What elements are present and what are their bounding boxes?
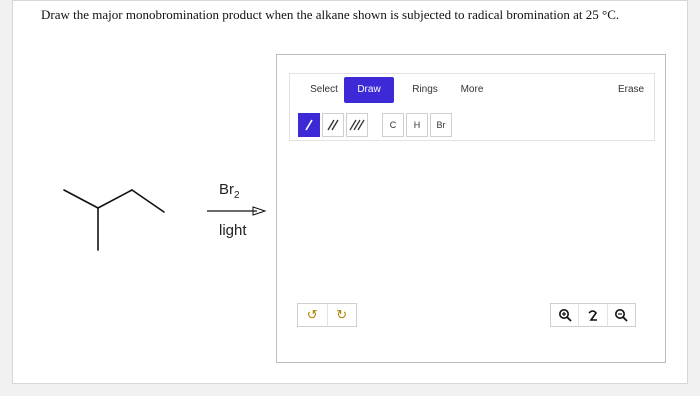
zoom-in-button[interactable] xyxy=(551,304,578,326)
reset-view-button[interactable] xyxy=(578,304,606,326)
atom-br-button[interactable]: Br xyxy=(430,113,452,137)
undo-button[interactable] xyxy=(298,304,327,326)
triple-bond-icon xyxy=(347,114,367,136)
undo-redo-group xyxy=(297,303,357,327)
tab-draw[interactable]: Draw xyxy=(344,77,394,103)
single-bond-button[interactable] xyxy=(298,113,320,137)
condition-label: light xyxy=(219,222,247,239)
reagent-subscript: 2 xyxy=(234,190,240,201)
atom-c-button[interactable]: C xyxy=(382,113,404,137)
zoom-out-button[interactable] xyxy=(607,304,635,326)
tab-erase[interactable]: Erase xyxy=(617,84,645,95)
zoom-out-icon xyxy=(614,308,628,322)
reset-icon xyxy=(586,308,600,322)
tab-rings[interactable]: Rings xyxy=(412,84,438,95)
redo-button[interactable] xyxy=(327,304,357,326)
bond-3 xyxy=(132,190,164,212)
reagent-main: Br xyxy=(219,181,234,198)
reagent-label xyxy=(219,181,240,201)
question-text: Draw the major monobromination product when the alkane shown is subjected to radical bromination at 25 °C. xyxy=(41,7,620,22)
alkane-structure xyxy=(60,180,280,290)
single-bond-icon xyxy=(299,114,319,136)
editor-toolbar xyxy=(289,73,655,141)
bond-1 xyxy=(64,190,98,208)
tab-select[interactable]: Select xyxy=(310,84,338,95)
zoom-in-icon xyxy=(558,308,572,322)
undo-icon: ↺ xyxy=(306,307,318,322)
tab-more[interactable]: More xyxy=(460,84,484,95)
atom-h-button[interactable]: H xyxy=(406,113,428,137)
double-bond-icon xyxy=(323,114,343,136)
zoom-group xyxy=(550,303,636,327)
bond-2 xyxy=(98,190,132,208)
drawing-editor[interactable] xyxy=(276,54,666,363)
double-bond-button[interactable] xyxy=(322,113,344,137)
reaction-arrow xyxy=(205,204,267,218)
triple-bond-button[interactable] xyxy=(346,113,368,137)
redo-icon: ↻ xyxy=(336,307,348,322)
